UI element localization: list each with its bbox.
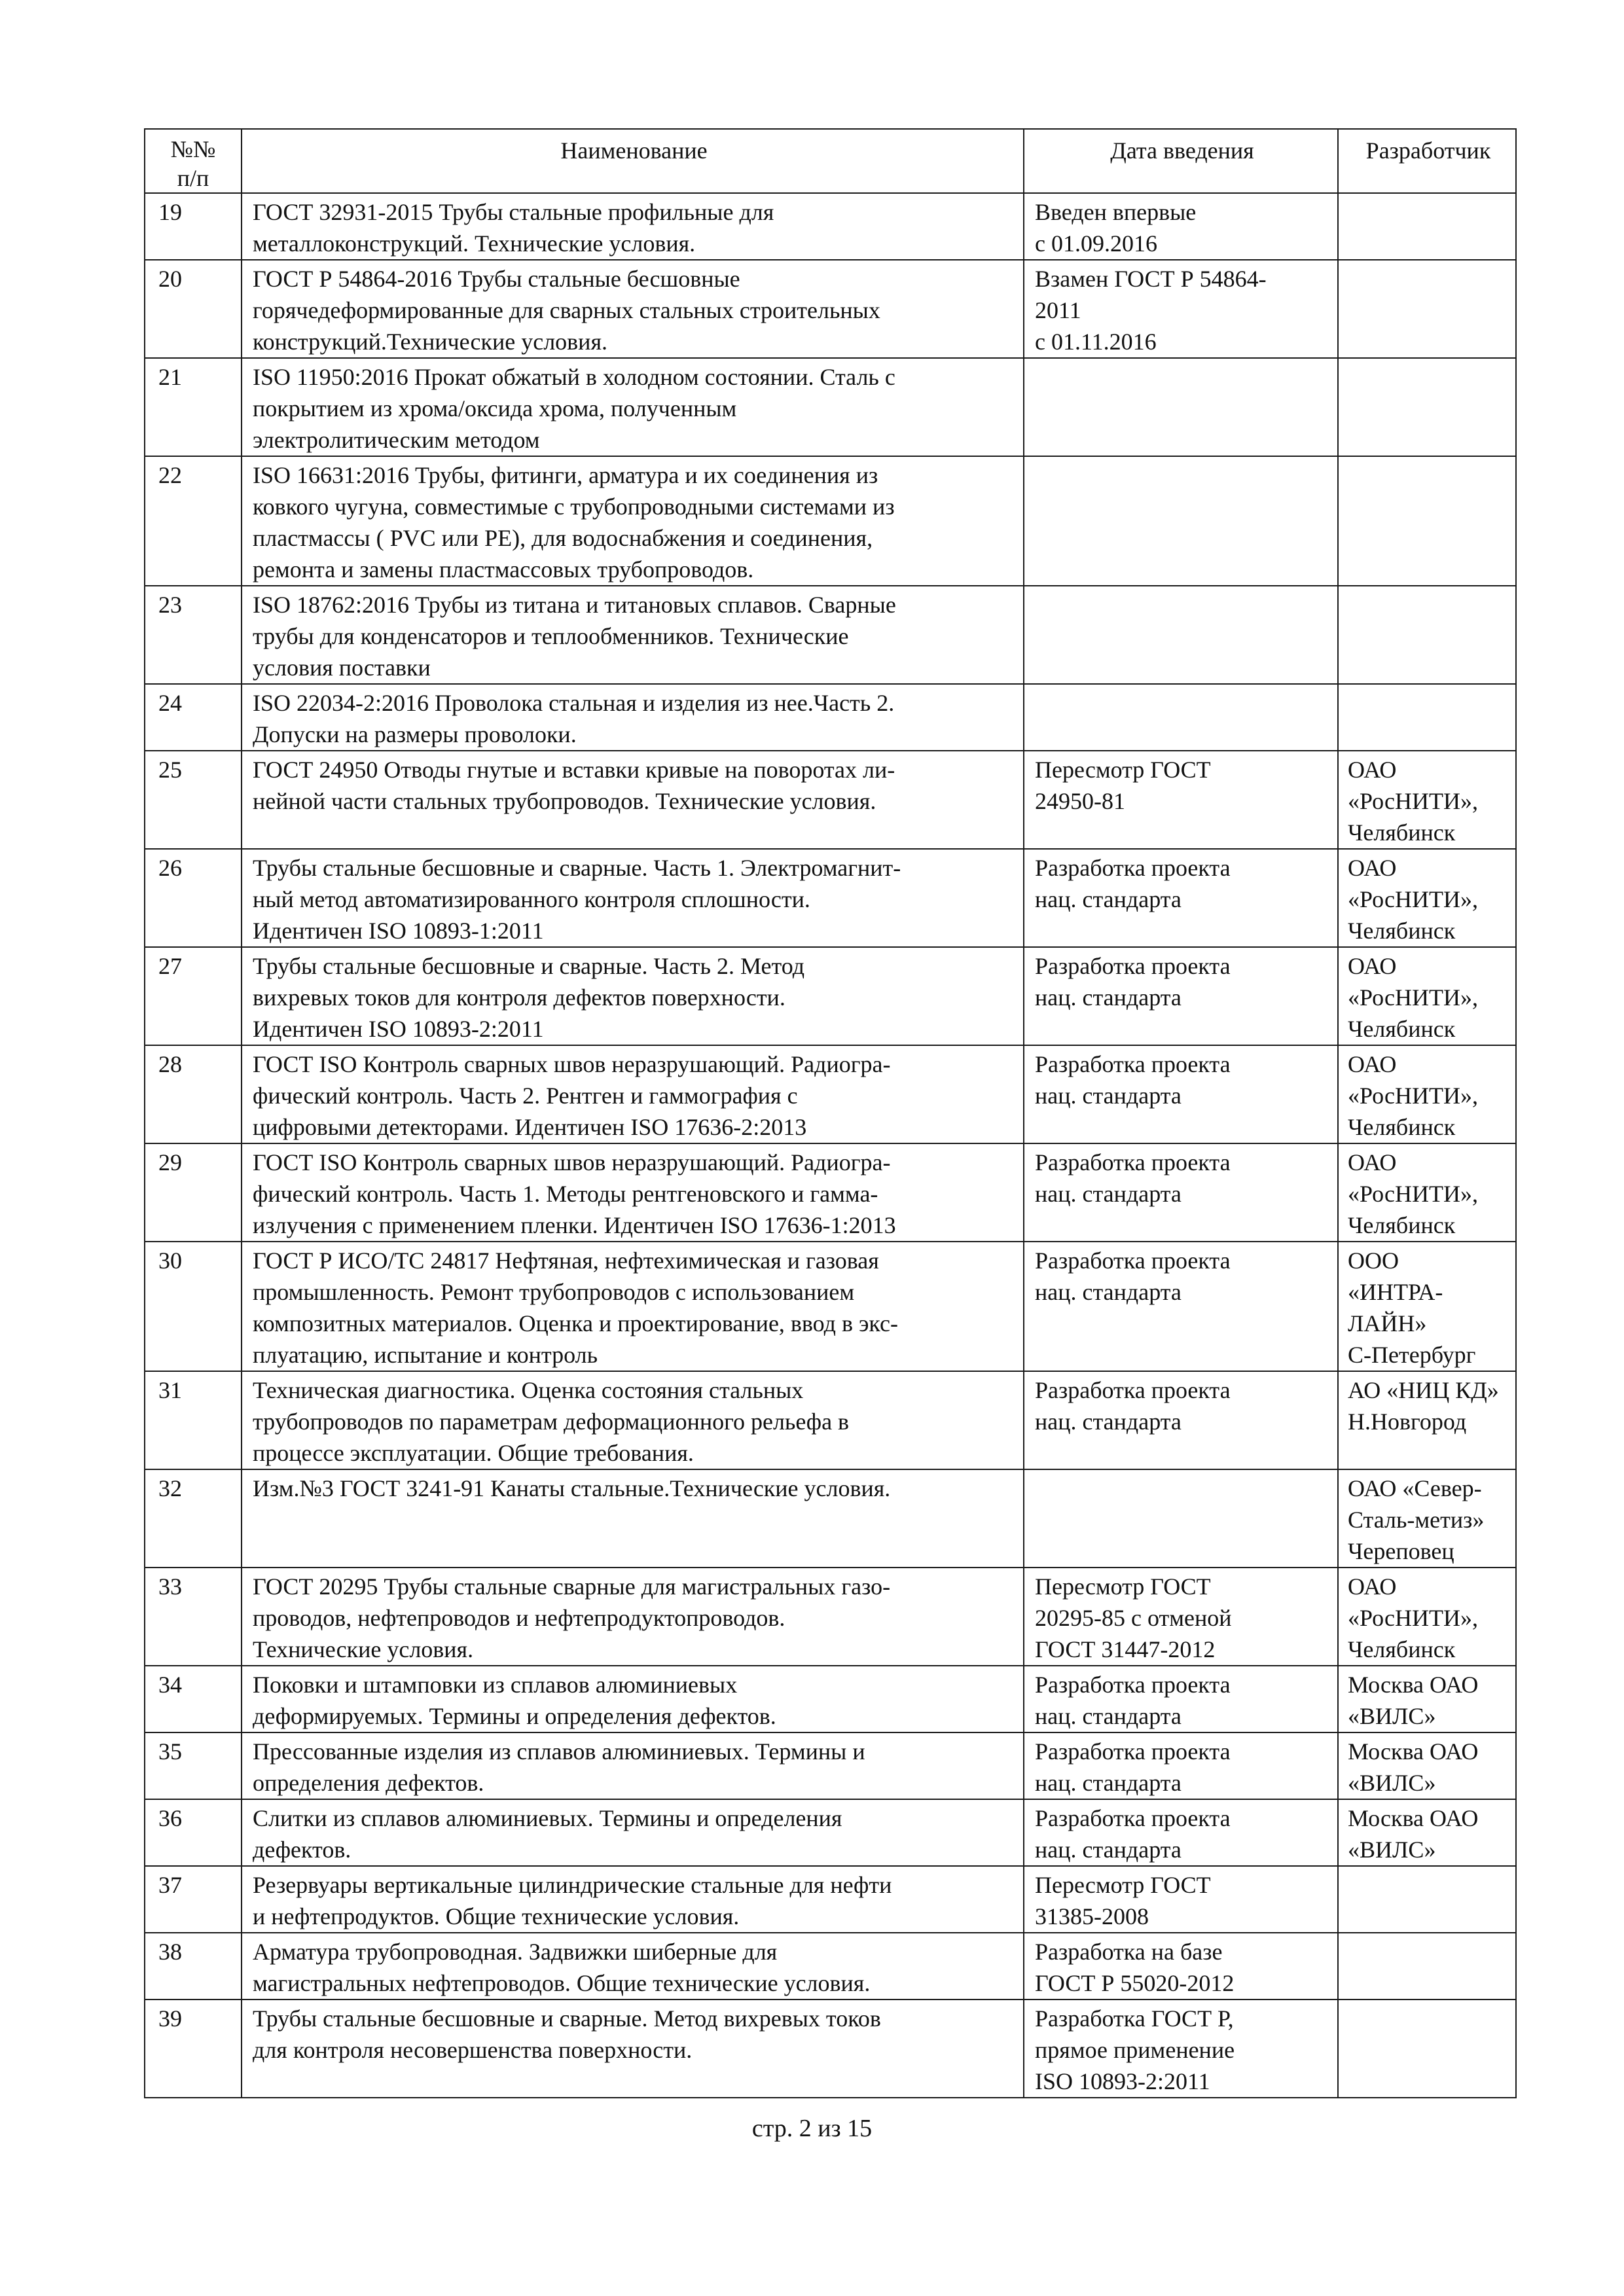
row-name: Прессованные изделия из сплавов алюминиевых. Термины и определения дефектов. xyxy=(242,1732,1024,1799)
row-name: Трубы стальные бесшовные и сварные. Метод вихревых токов для контроля несовершенства поверхности. xyxy=(242,2000,1024,2098)
row-developer: ОАО «РосНИТИ», Челябинск xyxy=(1338,751,1516,849)
row-date: Взамен ГОСТ Р 54864- 2011 с 01.11.2016 xyxy=(1024,260,1338,358)
row-number: 22 xyxy=(145,456,242,586)
row-date: Разработка проекта нац. стандарта xyxy=(1024,1045,1338,1143)
row-name: ISO 22034-2:2016 Проволока стальная и изделия из нее.Часть 2. Допуски на размеры проволоки. xyxy=(242,684,1024,751)
row-date xyxy=(1024,586,1338,684)
table-header-row xyxy=(145,129,1516,193)
table-row xyxy=(145,1371,1516,1469)
header-name: Наименование xyxy=(242,129,1024,193)
row-developer xyxy=(1338,260,1516,358)
row-date: Разработка проекта нац. стандарта xyxy=(1024,1371,1338,1469)
table-row xyxy=(145,1732,1516,1799)
row-number: 36 xyxy=(145,1799,242,1866)
table-body xyxy=(145,193,1516,2098)
row-date: Разработка на базе ГОСТ Р 55020-2012 xyxy=(1024,1933,1338,2000)
row-date xyxy=(1024,684,1338,751)
header-date: Дата введения xyxy=(1024,129,1338,193)
row-name: Трубы стальные бесшовные и сварные. Часть 2. Метод вихревых токов для контроля дефектов поверхности. Идентичен ISO 10893-2:2011 xyxy=(242,947,1024,1045)
table-row xyxy=(145,1866,1516,1933)
row-number: 38 xyxy=(145,1933,242,2000)
row-developer xyxy=(1338,2000,1516,2098)
row-date: Пересмотр ГОСТ 20295-85 с отменой ГОСТ 31447-2012 xyxy=(1024,1568,1338,1666)
row-name: ГОСТ ISO Контроль сварных швов неразрушающий. Радиогра- фический контроль. Часть 2. Рентген и гаммография с цифровыми детекторами. Идентичен ISO 17636-2:2013 xyxy=(242,1045,1024,1143)
row-name: ГОСТ Р ИСО/ТС 24817 Нефтяная, нефтехимическая и газовая промышленность. Ремонт трубопроводов с использованием композитных материалов. Оценка и проектирование, ввод в экс- плуатацию, испытание и контроль xyxy=(242,1242,1024,1371)
row-developer: ООО «ИНТРА- ЛАЙН» С-Петербург xyxy=(1338,1242,1516,1371)
table-row xyxy=(145,1469,1516,1568)
row-developer xyxy=(1338,456,1516,586)
row-number: 21 xyxy=(145,358,242,456)
row-name: ГОСТ 24950 Отводы гнутые и вставки кривые на поворотах ли- нейной части стальных трубопроводов. Технические условия. xyxy=(242,751,1024,849)
page-number: стр. 2 из 15 xyxy=(751,2115,873,2142)
row-date: Разработка проекта нац. стандарта xyxy=(1024,1143,1338,1242)
row-name: ISO 18762:2016 Трубы из титана и титановых сплавов. Сварные трубы для конденсаторов и теплообменников. Технические условия поставки xyxy=(242,586,1024,684)
table-row xyxy=(145,456,1516,586)
row-name: Поковки и штамповки из сплавов алюминиевых деформируемых. Термины и определения дефектов. xyxy=(242,1666,1024,1732)
row-name: ISO 16631:2016 Трубы, фитинги, арматура и их соединения из ковкого чугуна, совместимые с трубопроводными системами из пластмассы ( PVC или PE), для водоснабжения и соединения, ремонта и замены пластмассовых трубопроводов. xyxy=(242,456,1024,586)
row-number: 39 xyxy=(145,2000,242,2098)
row-number: 20 xyxy=(145,260,242,358)
header-developer: Разработчик xyxy=(1338,129,1516,193)
row-number: 32 xyxy=(145,1469,242,1568)
row-developer xyxy=(1338,1866,1516,1933)
row-number: 34 xyxy=(145,1666,242,1732)
table-row xyxy=(145,947,1516,1045)
table-row xyxy=(145,1045,1516,1143)
row-date: Разработка ГОСТ Р, прямое применение ISO 10893-2:2011 xyxy=(1024,2000,1338,2098)
row-developer: ОАО «РосНИТИ», Челябинск xyxy=(1338,947,1516,1045)
row-developer: ОАО «РосНИТИ», Челябинск xyxy=(1338,1143,1516,1242)
row-name: ГОСТ Р 54864-2016 Трубы стальные бесшовные горячедеформированные для сварных стальных строительных конструкций.Технические условия. xyxy=(242,260,1024,358)
row-developer xyxy=(1338,586,1516,684)
row-developer: ОАО «РосНИТИ», Челябинск xyxy=(1338,849,1516,947)
row-developer xyxy=(1338,193,1516,260)
header-num: №№ п/п xyxy=(145,129,242,193)
row-name: Арматура трубопроводная. Задвижки шиберные для магистральных нефтепроводов. Общие технические условия. xyxy=(242,1933,1024,2000)
row-number: 37 xyxy=(145,1866,242,1933)
row-name: Изм.№3 ГОСТ 3241-91 Канаты стальные.Технические условия. xyxy=(242,1469,1024,1568)
table-row xyxy=(145,193,1516,260)
row-developer: АО «НИЦ КД» Н.Новгород xyxy=(1338,1371,1516,1469)
row-number: 24 xyxy=(145,684,242,751)
row-number: 30 xyxy=(145,1242,242,1371)
table-row xyxy=(145,1666,1516,1732)
row-date: Пересмотр ГОСТ 24950-81 xyxy=(1024,751,1338,849)
row-number: 35 xyxy=(145,1732,242,1799)
row-number: 19 xyxy=(145,193,242,260)
table-row xyxy=(145,684,1516,751)
row-developer: Москва ОАО «ВИЛС» xyxy=(1338,1732,1516,1799)
row-developer xyxy=(1338,684,1516,751)
row-name: Слитки из сплавов алюминиевых. Термины и определения дефектов. xyxy=(242,1799,1024,1866)
row-date: Разработка проекта нац. стандарта xyxy=(1024,849,1338,947)
table-row xyxy=(145,2000,1516,2098)
table-row xyxy=(145,260,1516,358)
table-row xyxy=(145,849,1516,947)
row-number: 28 xyxy=(145,1045,242,1143)
row-developer xyxy=(1338,1933,1516,2000)
row-number: 25 xyxy=(145,751,242,849)
row-number: 31 xyxy=(145,1371,242,1469)
table-row xyxy=(145,358,1516,456)
row-number: 33 xyxy=(145,1568,242,1666)
row-date: Разработка проекта нац. стандарта xyxy=(1024,947,1338,1045)
table-row xyxy=(145,1799,1516,1866)
row-name: ISO 11950:2016 Прокат обжатый в холодном состоянии. Сталь с покрытием из хрома/оксида хрома, полученным электролитическим методом xyxy=(242,358,1024,456)
row-developer xyxy=(1338,358,1516,456)
row-date xyxy=(1024,456,1338,586)
row-name: Трубы стальные бесшовные и сварные. Часть 1. Электромагнит- ный метод автоматизированного контроля сплошности. Идентичен ISO 10893-1:2011 xyxy=(242,849,1024,947)
row-name: ГОСТ 20295 Трубы стальные сварные для магистральных газо- проводов, нефтепроводов и нефтепродуктопроводов. Технические условия. xyxy=(242,1568,1024,1666)
table-row xyxy=(145,586,1516,684)
row-date xyxy=(1024,1469,1338,1568)
row-number: 29 xyxy=(145,1143,242,1242)
row-number: 26 xyxy=(145,849,242,947)
table-row xyxy=(145,1242,1516,1371)
row-date: Разработка проекта нац. стандарта xyxy=(1024,1242,1338,1371)
row-developer: Москва ОАО «ВИЛС» xyxy=(1338,1799,1516,1866)
table-row xyxy=(145,1143,1516,1242)
row-number: 23 xyxy=(145,586,242,684)
row-name: Резервуары вертикальные цилиндрические стальные для нефти и нефтепродуктов. Общие технические условия. xyxy=(242,1866,1024,1933)
table-row xyxy=(145,751,1516,849)
standards-table xyxy=(144,128,1517,2098)
row-date: Разработка проекта нац. стандарта xyxy=(1024,1666,1338,1732)
row-name: ГОСТ ISO Контроль сварных швов неразрушающий. Радиогра- фический контроль. Часть 1. Методы рентгеновского и гамма- излучения с применением пленки. Идентичен ISO 17636-1:2013 xyxy=(242,1143,1024,1242)
row-developer: ОАО «РосНИТИ», Челябинск xyxy=(1338,1045,1516,1143)
table-row xyxy=(145,1568,1516,1666)
row-date: Разработка проекта нац. стандарта xyxy=(1024,1732,1338,1799)
row-name: Техническая диагностика. Оценка состояния стальных трубопроводов по параметрам деформационного рельефа в процессе эксплуатации. Общие требования. xyxy=(242,1371,1024,1469)
row-name: ГОСТ 32931-2015 Трубы стальные профильные для металлоконструкций. Технические условия. xyxy=(242,193,1024,260)
row-date: Пересмотр ГОСТ 31385-2008 xyxy=(1024,1866,1338,1933)
row-developer: ОАО «Север- Сталь-метиз» Череповец xyxy=(1338,1469,1516,1568)
row-developer: ОАО «РосНИТИ», Челябинск xyxy=(1338,1568,1516,1666)
row-number: 27 xyxy=(145,947,242,1045)
row-date xyxy=(1024,358,1338,456)
row-developer: Москва ОАО «ВИЛС» xyxy=(1338,1666,1516,1732)
row-date: Введен впервые с 01.09.2016 xyxy=(1024,193,1338,260)
row-date: Разработка проекта нац. стандарта xyxy=(1024,1799,1338,1866)
table-row xyxy=(145,1933,1516,2000)
